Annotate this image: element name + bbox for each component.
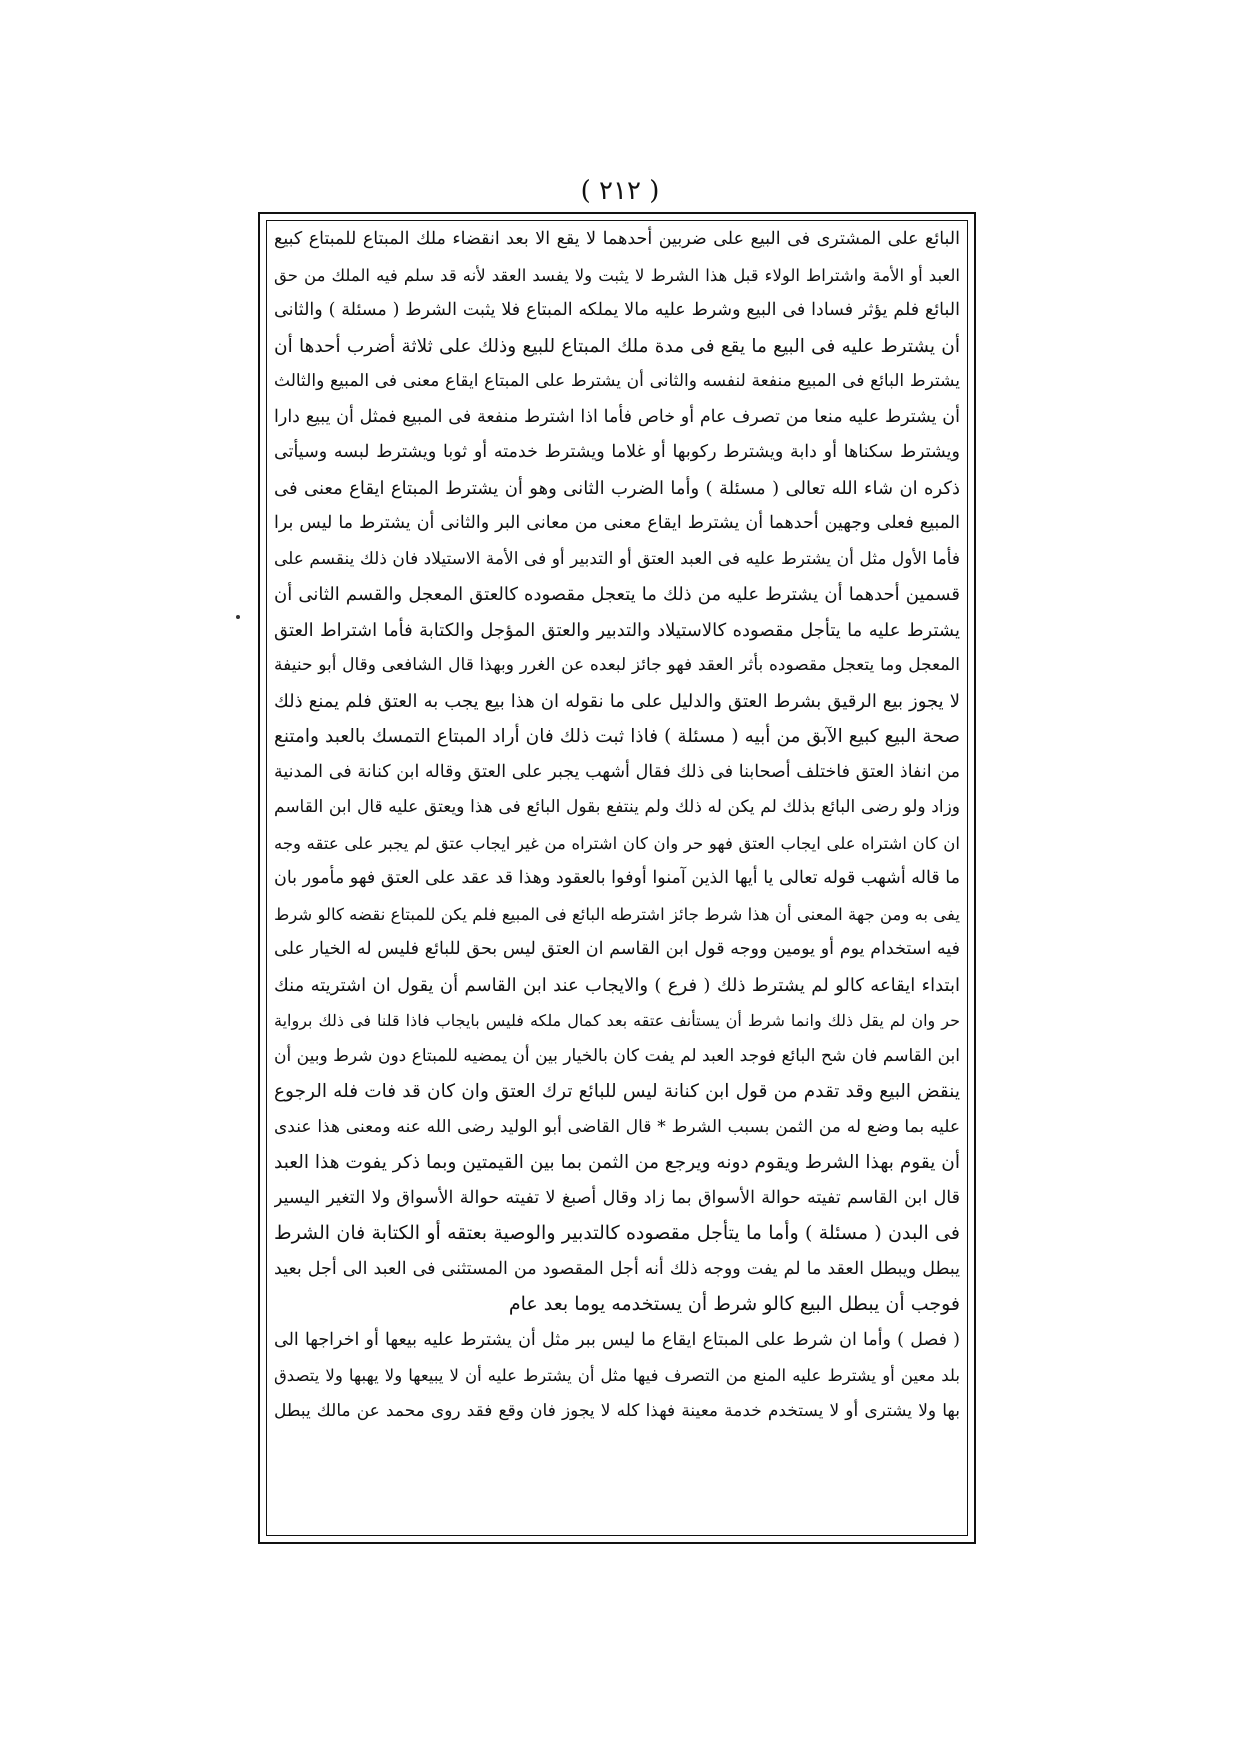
text-line: البائع على المشترى فى البيع على ضربين أحدهما لا يقع الا بعد انقضاء ملك المبتاع للمبتاع كبيع [274,229,960,249]
text-line: ما قاله أشهب قوله تعالى يا أيها الذين آمنوا أوفوا بالعقود وهذا قد عقد على العتق فهو مأمور بان [274,868,960,888]
margin-dot [236,615,240,619]
text-line: ابتداء ايقاعه كالو لم يشترط ذلك ( فرع ) والايجاب عند ابن القاسم أن يقول ان اشتريته منك [274,974,960,996]
text-line: قال ابن القاسم تفيته حوالة الأسواق بما زاد وقال أصبغ لا تفيته حوالة الأسواق ولا التغير اليسير [274,1187,960,1208]
text-line: أن يقوم بهذا الشرط ويقوم دونه ويرجع من الثمن بما بين القيمتين وبما ذكر يفوت هذا العبد [274,1152,960,1173]
text-line: ويشترط سكناها أو دابة ويشترط ركوبها أو غلاما ويشترط خدمته أو ثوبا ويشترط لبسه وسيأتى [274,442,960,462]
text-line: أن يشترط عليه منعا من تصرف عام أو خاص فأما اذا اشترط منفعة فى المبيع فمثل أن يبيع دارا [274,406,960,427]
text-line: بلد معين أو يشترط عليه المنع من التصرف فيها مثل أن يشترط عليه أن لا يبيعها ولا يهبها ولا يتصدق [274,1366,960,1385]
text-line: ذكره ان شاء الله تعالى ( مسئلة ) وأما الضرب الثانى وهو أن يشترط المبتاع ايقاع معنى فى [274,477,960,499]
text-line: قسمين أحدهما أن يشترط عليه من ذلك ما يتعجل مقصوده كالعتق المعجل والقسم الثانى أن [274,584,960,605]
text-line: ابن القاسم فان شح البائع فوجد العبد لم يفت كان بالخيار بين أن يمضيه للمبتاع دون شرط وبين أن [274,1045,960,1066]
text-line: أن يشترط عليه فى البيع ما يقع فى مدة ملك المبتاع للبيع وذلك على ثلاثة أضرب أحدها أن [274,335,960,357]
text-line: فأما الأول مثل أن يشترط عليه فى العبد العتق أو التدبير أو فى الأمة الاستيلاد فان ذلك ينقسم على [274,548,960,569]
text-line: البائع فلم يؤثر فسادا فى البيع وشرط عليه مالا يملكه المبتاع فلا يثبت الشرط ( مسئلة ) والثانى [274,300,960,320]
text-line: عليه بما وضع له من الثمن بسبب الشرط * قال القاضى أبو الوليد رضى الله عنه ومعنى هذا عندى [274,1116,960,1137]
text-line: ينقض البيع وقد تقدم من قول ابن كنانة ليس للبائع ترك العتق وان كان قد فات فله الرجوع [274,1081,960,1102]
text-line: ان كان اشتراه على ايجاب العتق فهو حر وان كان اشتراه من غير ايجاب عتق لم يجبر على عتقه وجه [274,833,960,853]
text-line: صحة البيع كبيع الآبق من أبيه ( مسئلة ) فاذا ثبت ذلك فان أراد المبتاع التمسك بالعبد وامتنع [274,726,960,747]
text-line: من انفاذ العتق فاختلف أصحابنا فى ذلك فقال أشهب يجبر على العتق وقاله ابن كنانة فى المدنية [274,761,960,782]
text-line: المبيع فعلى وجهين أحدهما أن يشترط ايقاع معنى من معانى البر والثانى أن يشترط ما ليس برا [274,513,960,533]
text-line: يفى به ومن جهة المعنى أن هذا شرط جائز اشترطه البائع فى المبيع فلم يكن للمبتاع نقضه كالو شرط [274,904,960,924]
text-line: وزاد ولو رضى البائع بذلك لم يكن له ذلك ولم ينتفع بقول البائع فى هذا ويعتق عليه قال ابن القاسم [274,797,960,817]
text-line: يبطل ويبطل العقد ما لم يفت ووجه ذلك أنه أجل المقصود من المستثنى فى العبد الى أجل بعيد [274,1258,960,1279]
text-line: المعجل وما يتعجل مقصوده بأثر العقد فهو جائز لبعده عن الغرر وبهذا قال الشافعى وقال أبو حنيفة [274,655,960,675]
text-line: لا يجوز بيع الرقيق بشرط العتق والدليل على ما نقوله ان هذا بيع يجب به العتق فلم يمنع ذلك [274,690,960,712]
text-line: ( فصل ) وأما ان شرط على المبتاع ايقاع ما ليس ببر مثل أن يشترط عليه بيعها أو اخراجها الى [274,1329,960,1350]
text-line: حر وان لم يقل ذلك وانما شرط أن يستأنف عتقه بعد كمال ملكه فليس بايجاب فاذا قلنا فى ذلك برواية [274,1011,960,1030]
text-line: يشترط البائع فى المبيع منفعة لنفسه والثانى أن يشترط على المبتاع ايقاع معنى فى المبيع والثالث [274,371,960,391]
body-text [274,222,960,1536]
text-line: يشترط عليه ما يتأجل مقصوده كالاستيلاد والتدبير والعتق المؤجل والكتابة فأما اشتراط العتق [274,619,960,641]
page-number: ( ٢١٢ ) [580,176,660,206]
text-line: العبد أو الأمة واشتراط الولاء قبل هذا الشرط لا يثبت ولا يفسد العقد لأنه قد سلم فيه الملك من حق [274,265,960,285]
text-line-paragraph-end: فوجب أن يبطل البيع كالو شرط أن يستخدمه يوما بعد عام [508,1293,960,1315]
text-line: فيه استخدام يوم أو يومين ووجه قول ابن القاسم ان العتق ليس بحق للبائع فليس له الخيار على [274,939,960,959]
text-line: فى البدن ( مسئلة ) وأما ما يتأجل مقصوده كالتدبير والوصية بعتقه أو الكتابة فان الشرط [274,1222,960,1244]
text-line: بها ولا يشترى أو لا يستخدم خدمة معينة فهذا كله لا يجوز فان وقع فقد روى محمد عن مالك يبطل [274,1400,960,1421]
